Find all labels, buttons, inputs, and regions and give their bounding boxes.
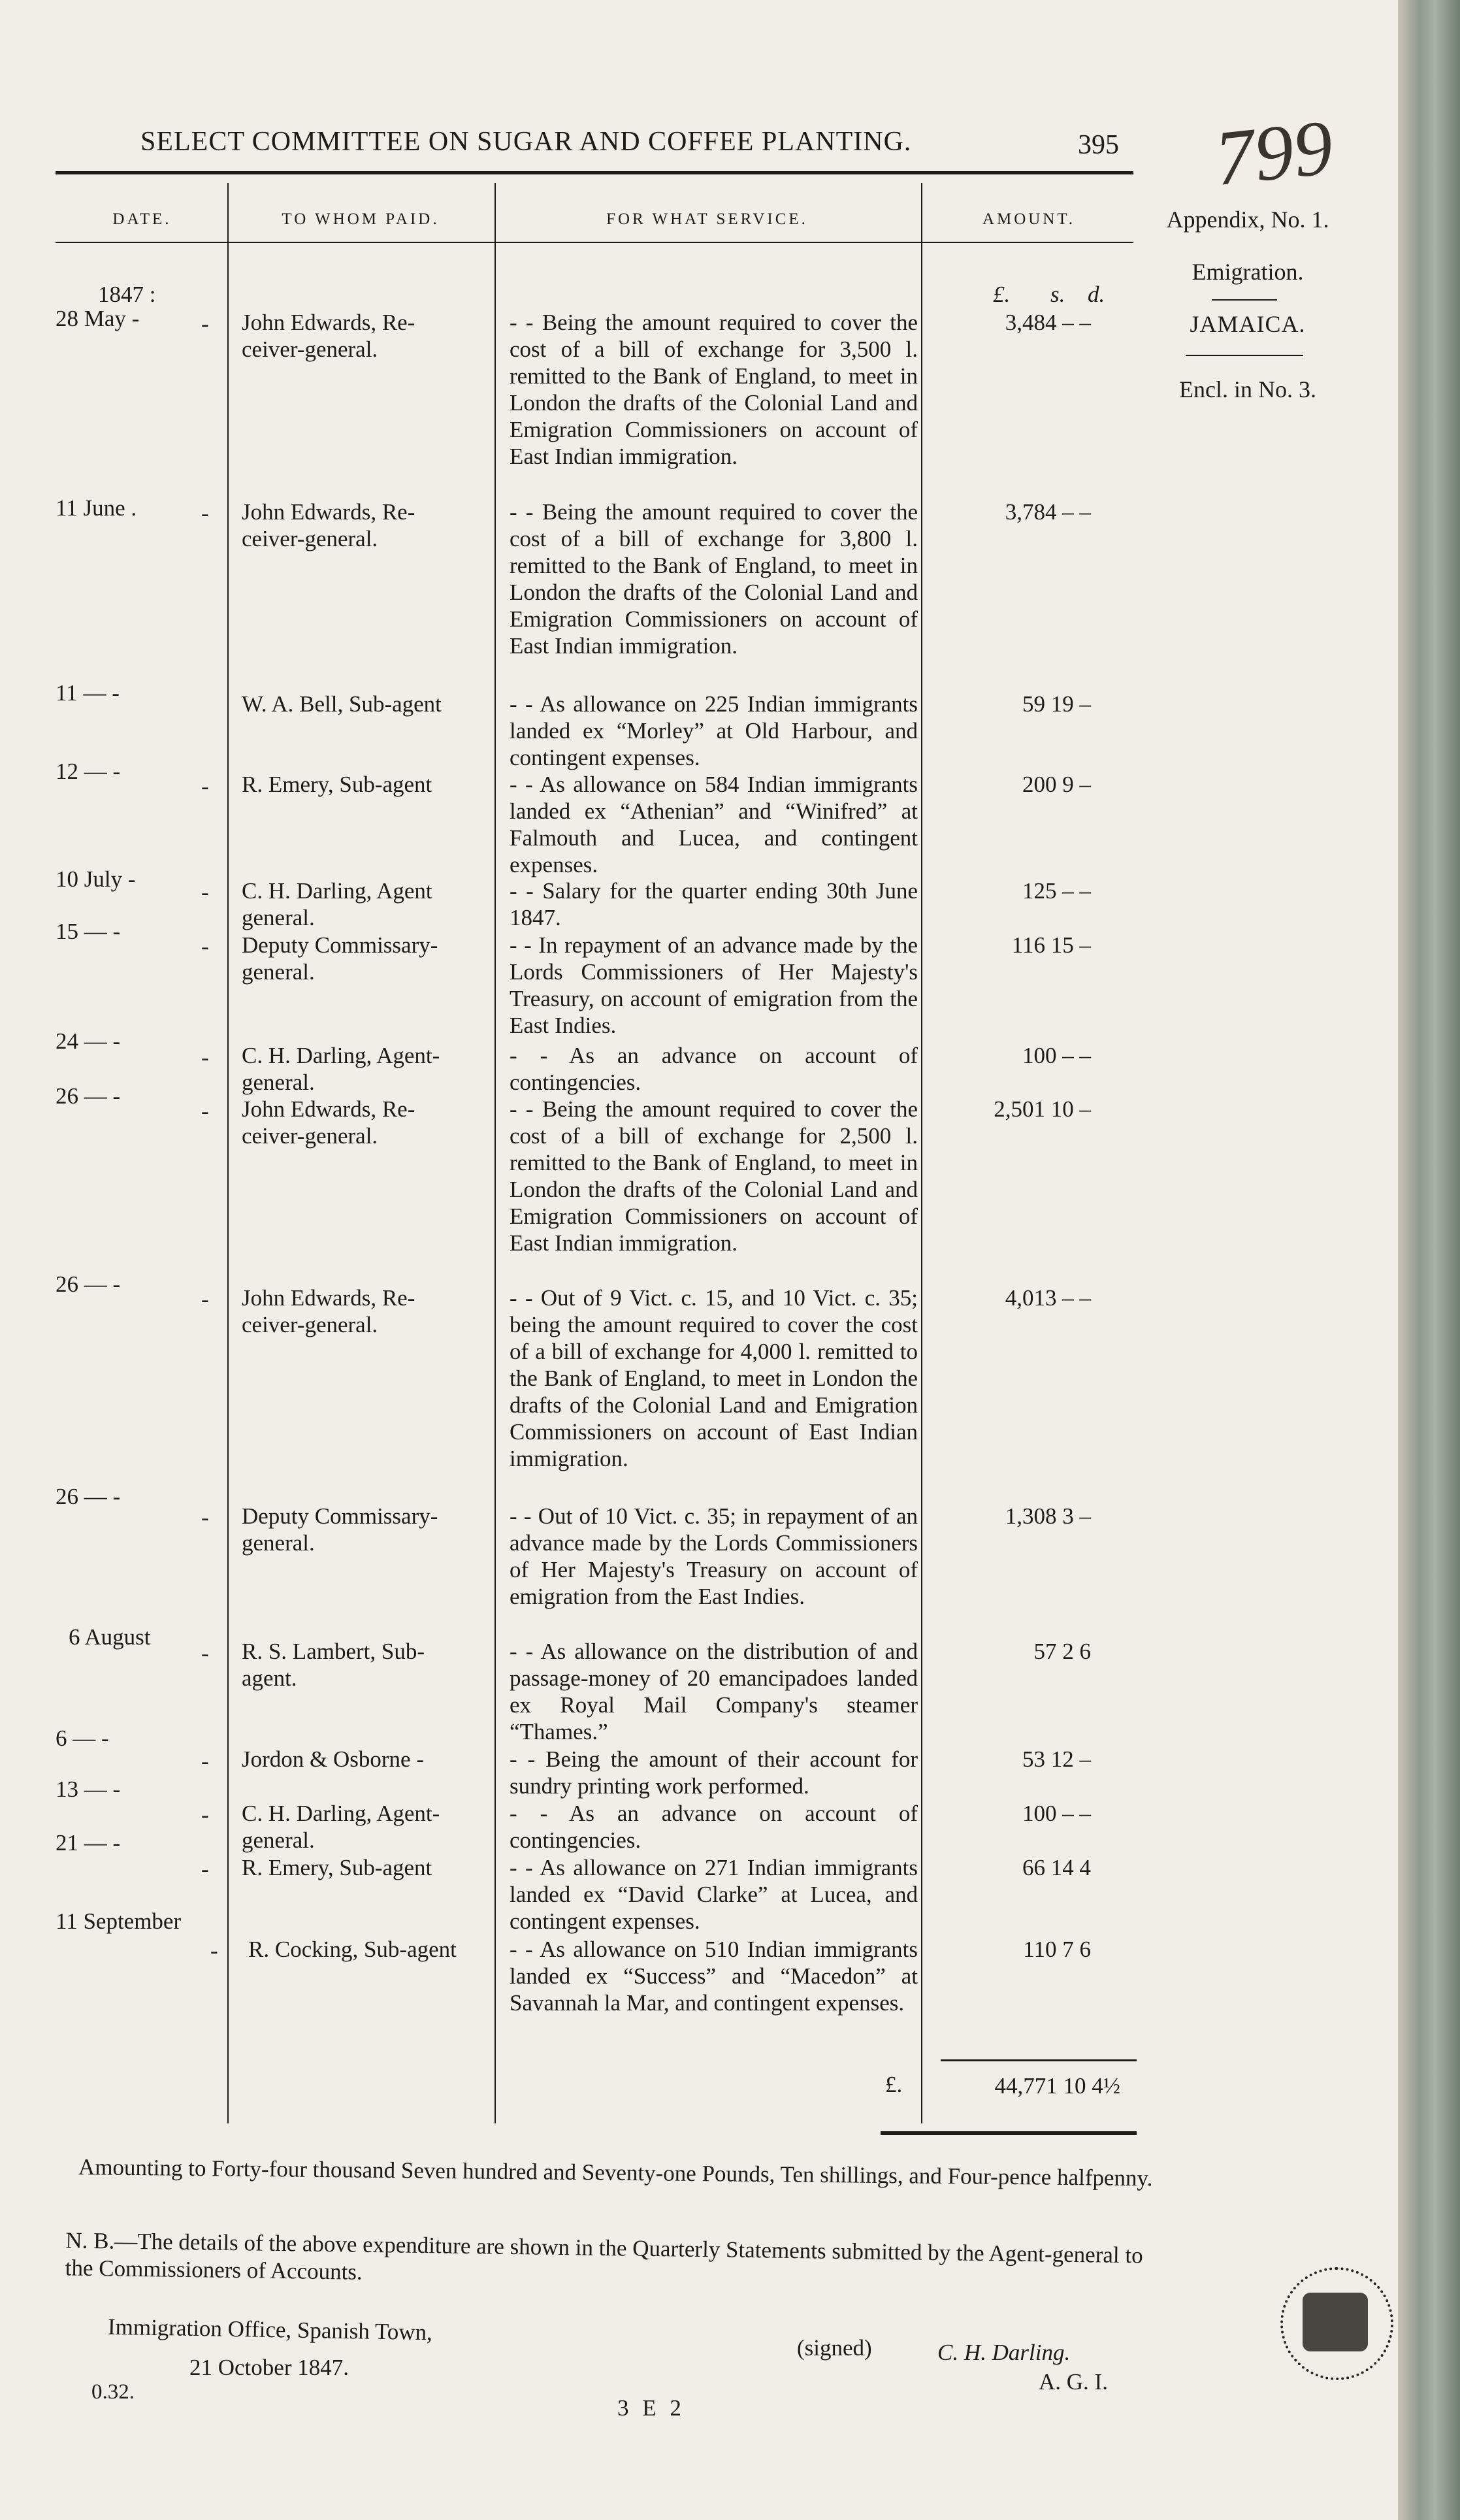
row-paid-to: Deputy Commissary- general.	[242, 932, 438, 985]
currency-pounds: £.	[993, 282, 1011, 307]
row-date-dash: -	[201, 879, 209, 905]
row-service: - - Out of 9 Vict. c. 15, and 10 Vict. c. 35; being the amount required to cover the cost of a bill of exchange for 4,000 l. remitted to the Bank of England, to meet in London the drafts of the Colonial Land and Emigration Commissioners on account of East Indian immigration.	[510, 1285, 918, 1471]
row-service: - - Being the amount of their account for sundry printing work performed.	[510, 1746, 918, 1799]
total-double-rule	[881, 2131, 1137, 2135]
row-paid-to: R. Emery, Sub-agent	[242, 772, 432, 797]
row-amount: 116 15 –	[1011, 932, 1091, 958]
enclosure-label: Encl. in No. 3.	[1179, 376, 1316, 402]
appendix-label: Appendix, No. 1.	[1166, 206, 1329, 233]
row-date: 12 — -	[56, 759, 121, 784]
row-amount: 100 – –	[1022, 1043, 1091, 1068]
row-service: - - As allowance on 225 Indian immigrants landed ex “Morley” at Old Harbour, and contingent expenses.	[510, 691, 918, 770]
row-paid-to: R. S. Lambert, Sub- agent.	[242, 1639, 425, 1691]
row-service: - - As an advance on account of contingencies.	[510, 1801, 918, 1853]
row-amount: 3,784 – –	[1005, 499, 1091, 525]
nb-note: N. B.—The details of the above expenditure are shown in the Quarterly Statements submitted by the Agent-general to the Commissioners of Accounts.	[65, 2227, 1143, 2285]
row-date: 26 — -	[56, 1484, 121, 1509]
column-divider-3	[921, 183, 922, 2123]
side-rule	[1212, 299, 1277, 301]
row-service: - - Being the amount required to cover the cost of a bill of exchange for 3,800 l. remitted to the Bank of England, to meet in London the drafts of the Colonial Land and Emigration Commissioners on account of East Indian immigration.	[510, 499, 918, 659]
row-service: - - Salary for the quarter ending 30th June 1847.	[510, 878, 918, 930]
row-service: - - As allowance on the distribution of and passage-money of 20 emancipadoes landed ex Royal Mail Company's steamer “Thames.”	[510, 1639, 918, 1744]
row-date-dash: -	[201, 1802, 209, 1827]
office-address: Immigration Office, Spanish Town,	[107, 2314, 433, 2346]
library-stamp	[1280, 2267, 1393, 2380]
row-paid-to: R. Cocking, Sub-agent	[248, 1937, 457, 1962]
binding-edge	[1398, 0, 1460, 2520]
row-service: - - In repayment of an advance made by the Lords Commissioners of Her Majesty's Treasury, on account of emigration from the East Indies.	[510, 932, 918, 1038]
row-paid-to: C. H. Darling, Agent- general.	[242, 1801, 440, 1853]
row-amount: 53 12 –	[1022, 1746, 1091, 1772]
page-number: 395	[1078, 130, 1119, 160]
row-date-dash: -	[201, 1286, 209, 1312]
row-date: 13 — -	[56, 1776, 121, 1802]
row-paid-to: Jordon & Osborne -	[242, 1746, 424, 1772]
currency-pence: d.	[1088, 282, 1105, 307]
row-paid-to: W. A. Bell, Sub-agent	[242, 691, 442, 717]
row-date-dash: -	[210, 1938, 218, 1963]
column-header-service: FOR WHAT SERVICE.	[606, 210, 808, 228]
column-header-date: DATE.	[112, 210, 172, 228]
row-paid-to: Deputy Commissary- general.	[242, 1503, 438, 1556]
row-service: - - Being the amount required to cover the cost of a bill of exchange for 3,500 l. remitted to the Bank of England, to meet in London the drafts of the Colonial Land and Emigration Commissioners on account of East Indian immigration.	[510, 310, 918, 469]
signed-label: (signed)	[797, 2335, 872, 2361]
column-header-paid-to: TO WHOM PAID.	[282, 210, 440, 228]
row-amount: 4,013 – –	[1005, 1285, 1091, 1311]
row-date: 15 — -	[56, 919, 121, 944]
row-date-dash: -	[201, 1748, 209, 1774]
row-service: - - As allowance on 271 Indian immigrants landed ex “David Clarke” at Lucea, and contingent expenses.	[510, 1855, 918, 1934]
row-amount: 200 9 –	[1022, 772, 1091, 797]
row-paid-to: C. H. Darling, Agent- general.	[242, 1043, 440, 1095]
row-date: 6 — -	[56, 1726, 109, 1751]
row-date-dash: -	[201, 1505, 209, 1530]
total-amount: 44,771 10 4½	[994, 2073, 1120, 2099]
column-divider-2	[495, 183, 496, 2123]
row-service: - - As an advance on account of contingencies.	[510, 1043, 918, 1095]
row-date-dash: -	[201, 934, 209, 959]
row-date-dash: -	[201, 1641, 209, 1666]
handwritten-number: 799	[1210, 103, 1337, 203]
row-date: 21 — -	[56, 1830, 121, 1856]
total-label: £.	[885, 2072, 903, 2097]
row-paid-to: John Edwards, Re- ceiver-general.	[242, 499, 415, 551]
row-date-dash: -	[201, 1045, 209, 1070]
row-amount: 3,484 – –	[1005, 310, 1091, 335]
row-service: - - As allowance on 584 Indian immigrants landed ex “Athenian” and “Winifred” at Falmouth and Lucea, and contingent expenses.	[510, 772, 918, 877]
row-date: 24 — -	[56, 1028, 121, 1054]
signatory-name: C. H. Darling.	[937, 2340, 1071, 2365]
row-paid-to: John Edwards, Re- ceiver-general.	[242, 1096, 415, 1149]
column-header-amount: AMOUNT.	[982, 210, 1076, 228]
row-paid-to: R. Emery, Sub-agent	[242, 1855, 432, 1880]
row-date: 11 — -	[56, 680, 120, 706]
side-rule-2	[1186, 355, 1303, 356]
section-label: Emigration.	[1192, 259, 1304, 285]
row-amount: 59 19 –	[1022, 691, 1091, 717]
column-header-rule	[56, 242, 1133, 243]
row-amount: 57 2 6	[1033, 1639, 1091, 1664]
row-date: 26 — -	[56, 1271, 121, 1297]
row-amount: 100 – –	[1022, 1801, 1091, 1826]
row-amount: 110 7 6	[1023, 1937, 1091, 1962]
column-divider-1	[227, 183, 229, 2123]
total-rule	[941, 2059, 1137, 2061]
row-service: - - Being the amount required to cover the cost of a bill of exchange for 2,500 l. remitted to the Bank of England, to meet in London the drafts of the Colonial Land and Emigration Commissioners on account of East Indian immigration.	[510, 1096, 918, 1256]
row-date-dash: -	[201, 500, 209, 526]
row-amount: 66 14 4	[1022, 1855, 1091, 1880]
row-date: 28 May -	[56, 306, 140, 331]
currency-shillings: s.	[1050, 282, 1065, 307]
row-amount: 1,308 3 –	[1005, 1503, 1091, 1529]
row-service: - - As allowance on 510 Indian immigrants landed ex “Success” and “Macedon” at Savannah la Mar, and contingent expenses.	[510, 1937, 918, 2016]
row-date: 11 June .	[56, 495, 137, 521]
colony-label: JAMAICA.	[1190, 311, 1306, 337]
letter-date: 21 October 1847.	[189, 2355, 349, 2380]
row-date: 6 August	[69, 1624, 151, 1650]
amounting-text: Amounting to Forty-four thousand Seven hundred and Seventy-one Pounds, Ten shillings, and Four-pence halfpenny.	[78, 2154, 1153, 2191]
year-label: 1847 :	[98, 282, 156, 307]
row-date-dash: -	[201, 311, 209, 336]
signatory-title: A. G. I.	[1039, 2369, 1108, 2395]
row-date-dash: -	[201, 1856, 209, 1882]
row-date: 26 — -	[56, 1083, 121, 1109]
page-title: SELECT COMMITTEE ON SUGAR AND COFFEE PLANTING.	[140, 127, 912, 157]
page-code: 0.32.	[91, 2380, 135, 2404]
row-amount: 125 – –	[1022, 878, 1091, 904]
row-paid-to: C. H. Darling, Agent general.	[242, 878, 432, 930]
signature-mark: 3 E 2	[617, 2395, 685, 2421]
row-date-dash: -	[201, 774, 209, 799]
row-date: 11 September	[56, 1908, 182, 1934]
row-paid-to: John Edwards, Re- ceiver-general.	[242, 1285, 415, 1337]
row-service: - - Out of 10 Vict. c. 35; in repayment of an advance made by the Lords Commissioners of Her Majesty's Treasury on account of emigration from the East Indies.	[510, 1503, 918, 1609]
row-date-dash: -	[201, 1098, 209, 1124]
row-amount: 2,501 10 –	[994, 1096, 1091, 1122]
row-date: 10 July -	[56, 866, 136, 892]
row-paid-to: John Edwards, Re- ceiver-general.	[242, 310, 415, 362]
header-rule	[56, 171, 1133, 174]
